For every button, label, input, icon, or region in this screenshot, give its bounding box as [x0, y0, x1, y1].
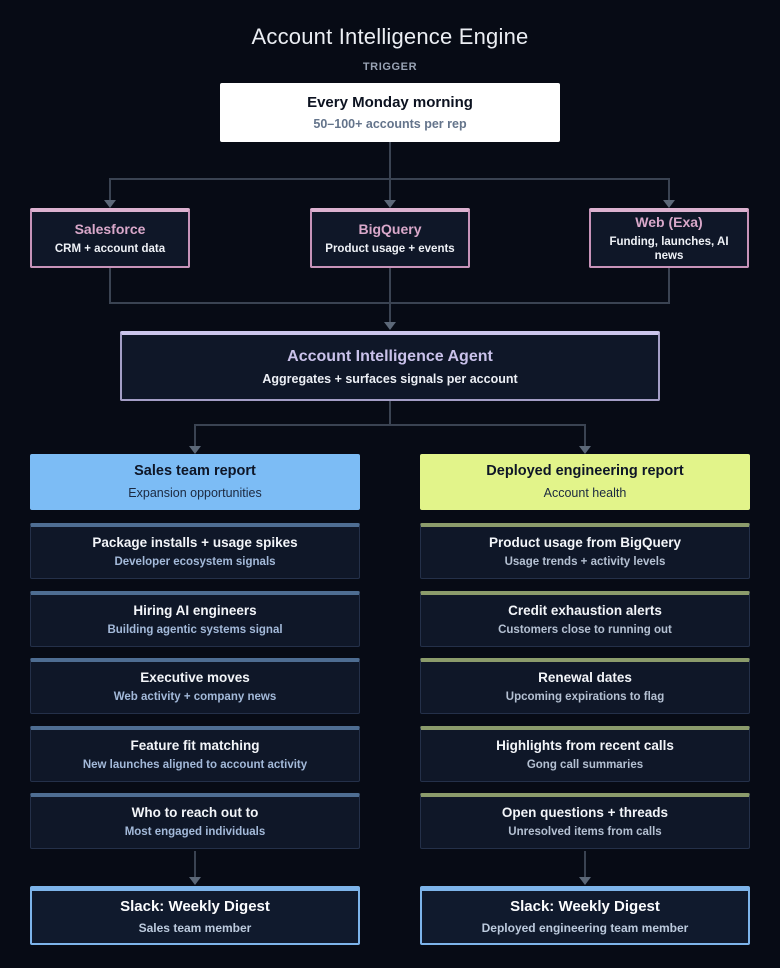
item-subtitle: Developer ecosystem signals	[114, 556, 276, 569]
connector-line	[194, 424, 585, 426]
source-title: BigQuery	[358, 221, 422, 238]
item-title: Hiring AI engineers	[133, 603, 257, 618]
item-subtitle: Upcoming expirations to flag	[505, 691, 665, 704]
item-title: Renewal dates	[538, 670, 632, 685]
item-subtitle: Customers close to running out	[498, 624, 672, 637]
eng-item-product-usage	[420, 523, 750, 579]
trigger-subtitle: 50–100+ accounts per rep	[313, 116, 467, 131]
connector-line	[584, 424, 586, 447]
trigger-title: Every Monday morning	[307, 93, 473, 111]
arrowhead-down-icon	[104, 200, 116, 208]
item-subtitle: New launches aligned to account activity	[82, 759, 308, 772]
source-node-web-exa	[589, 208, 749, 268]
eng-item-renewal-dates	[420, 658, 750, 714]
item-title: Product usage from BigQuery	[488, 535, 682, 550]
output-subtitle: Sales team member	[138, 921, 252, 936]
source-title: Salesforce	[74, 221, 146, 238]
item-title: Open questions + threads	[501, 805, 669, 820]
item-title: Highlights from recent calls	[496, 738, 674, 753]
engineering-slack-output	[420, 886, 750, 945]
agent-subtitle: Aggregates + surfaces signals per account	[262, 371, 518, 386]
connector-line	[389, 142, 391, 179]
connector-line	[109, 268, 111, 303]
engineering-report-title: Deployed engineering report	[486, 463, 684, 480]
arrowhead-down-icon	[189, 877, 201, 885]
source-title: Web (Exa)	[635, 214, 703, 231]
trigger-node	[220, 83, 560, 142]
engineering-report-subtitle: Account health	[543, 485, 627, 500]
item-title: Feature fit matching	[130, 738, 260, 753]
sales-item-executive-moves	[30, 658, 360, 714]
source-subtitle: Product usage + events	[325, 243, 455, 255]
sales-item-package-installs	[30, 523, 360, 579]
connector-line	[668, 268, 670, 303]
connector-line	[389, 268, 391, 303]
eng-item-open-questions	[420, 793, 750, 849]
eng-item-call-highlights	[420, 726, 750, 782]
connector-line	[389, 302, 391, 323]
sales-item-who-to-reach-out	[30, 793, 360, 849]
sales-item-hiring-ai-engineers	[30, 591, 360, 647]
page-title: Account Intelligence Engine	[251, 24, 529, 49]
output-title: Slack: Weekly Digest	[510, 898, 660, 916]
item-title: Executive moves	[140, 670, 250, 685]
output-title: Slack: Weekly Digest	[120, 898, 270, 916]
source-node-bigquery	[310, 208, 470, 268]
item-subtitle: Unresolved items from calls	[508, 826, 662, 839]
item-subtitle: Usage trends + activity levels	[504, 556, 666, 569]
arrowhead-down-icon	[663, 200, 675, 208]
trigger-label: TRIGGER	[362, 61, 418, 73]
item-subtitle: Most engaged individuals	[124, 826, 266, 839]
sales-item-feature-fit	[30, 726, 360, 782]
connector-line	[389, 401, 391, 425]
arrowhead-down-icon	[384, 200, 396, 208]
agent-node	[120, 331, 660, 401]
item-subtitle: Gong call summaries	[526, 759, 644, 772]
connector-line	[668, 178, 670, 201]
sales-report-subtitle: Expansion opportunities	[128, 485, 262, 500]
connector-line	[389, 179, 391, 201]
item-subtitle: Building agentic systems signal	[107, 624, 283, 637]
eng-item-credit-exhaustion	[420, 591, 750, 647]
sales-report-title: Sales team report	[134, 463, 256, 480]
arrowhead-down-icon	[189, 446, 201, 454]
item-title: Who to reach out to	[131, 805, 259, 820]
arrowhead-down-icon	[384, 322, 396, 330]
output-subtitle: Deployed engineering team member	[481, 921, 689, 936]
sales-slack-output	[30, 886, 360, 945]
connector-line	[194, 851, 196, 878]
item-title: Package installs + usage spikes	[92, 535, 298, 550]
engineering-report-header	[420, 454, 750, 510]
item-subtitle: Web activity + company news	[113, 691, 277, 704]
arrowhead-down-icon	[579, 446, 591, 454]
connector-line	[109, 178, 111, 201]
sales-report-header	[30, 454, 360, 510]
agent-title: Account Intelligence Agent	[287, 348, 493, 366]
arrowhead-down-icon	[579, 877, 591, 885]
source-node-salesforce	[30, 208, 190, 268]
connector-line	[584, 851, 586, 878]
source-subtitle: CRM + account data	[54, 243, 166, 255]
item-title: Credit exhaustion alerts	[508, 603, 662, 618]
connector-line	[194, 424, 196, 447]
source-subtitle: Funding, launches, AI news	[609, 236, 729, 262]
